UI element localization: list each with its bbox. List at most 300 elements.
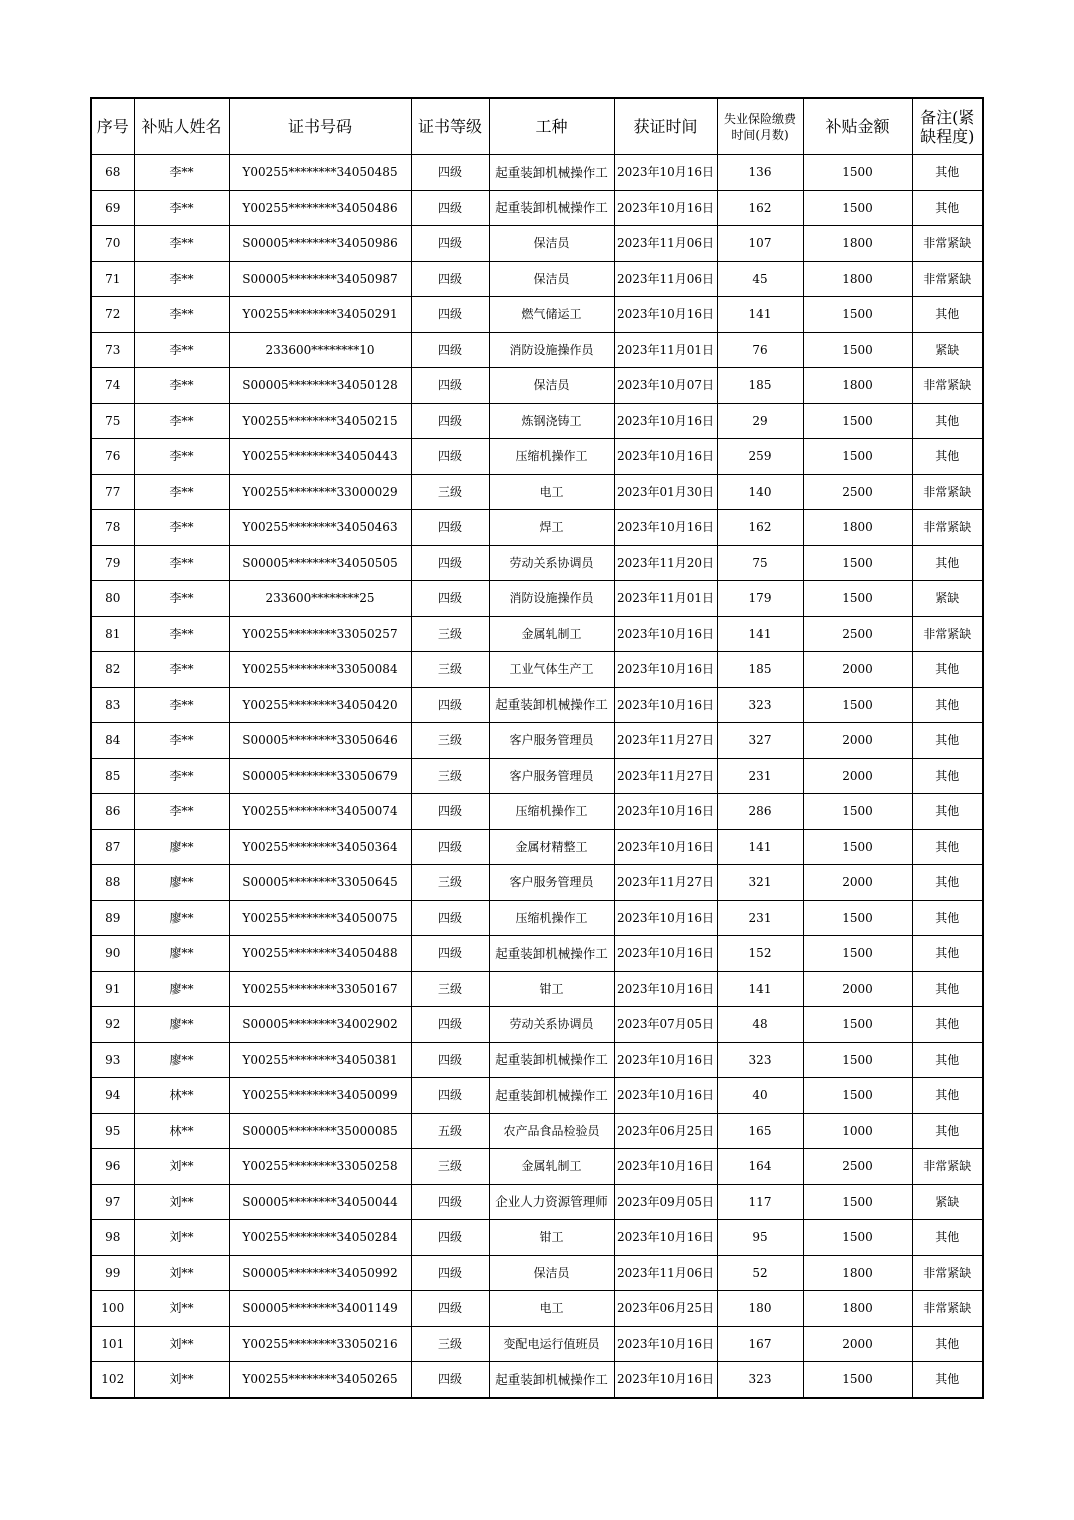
cell-name: 李** — [134, 368, 229, 404]
cell-subsidy-amount: 1500 — [803, 332, 912, 368]
cell-occupation: 劳动关系协调员 — [489, 1007, 614, 1043]
cell-cert-level: 四级 — [411, 510, 489, 546]
table-row — [91, 332, 983, 368]
cell-remark: 其他 — [912, 1362, 983, 1398]
cell-occupation: 起重装卸机械操作工 — [489, 936, 614, 972]
cell-cert-date: 2023年10月16日 — [614, 1078, 717, 1114]
cell-cert-date: 2023年10月16日 — [614, 652, 717, 688]
cell-subsidy-amount: 1500 — [803, 1184, 912, 1220]
cell-remark: 其他 — [912, 190, 983, 226]
cell-name: 李** — [134, 545, 229, 581]
cell-cert-number: Y00255********33050258 — [229, 1149, 411, 1185]
cell-remark: 其他 — [912, 1042, 983, 1078]
cell-insurance-months: 141 — [717, 616, 803, 652]
cell-insurance-months: 136 — [717, 155, 803, 191]
cell-name: 刘** — [134, 1255, 229, 1291]
cell-seq: 88 — [91, 865, 134, 901]
cell-cert-date: 2023年09月05日 — [614, 1184, 717, 1220]
cell-cert-date: 2023年10月16日 — [614, 936, 717, 972]
cell-occupation: 劳动关系协调员 — [489, 545, 614, 581]
table-row — [91, 794, 983, 830]
table-row — [91, 1042, 983, 1078]
cell-subsidy-amount: 1500 — [803, 900, 912, 936]
cell-cert-level: 四级 — [411, 439, 489, 475]
cell-seq: 89 — [91, 900, 134, 936]
cell-cert-number: Y00255********33050084 — [229, 652, 411, 688]
cell-remark: 非常紧缺 — [912, 368, 983, 404]
header-subsidy-amount: 补贴金额 — [803, 98, 912, 155]
cell-cert-number: Y00255********34050074 — [229, 794, 411, 830]
cell-cert-date: 2023年10月16日 — [614, 439, 717, 475]
cell-seq: 84 — [91, 723, 134, 759]
cell-cert-level: 四级 — [411, 297, 489, 333]
cell-subsidy-amount: 1500 — [803, 829, 912, 865]
cell-subsidy-amount: 1500 — [803, 1362, 912, 1398]
cell-occupation: 工业气体生产工 — [489, 652, 614, 688]
cell-occupation: 起重装卸机械操作工 — [489, 190, 614, 226]
cell-occupation: 燃气储运工 — [489, 297, 614, 333]
cell-cert-date: 2023年07月05日 — [614, 1007, 717, 1043]
header-seq: 序号 — [91, 98, 134, 155]
cell-remark: 其他 — [912, 865, 983, 901]
cell-seq: 76 — [91, 439, 134, 475]
cell-subsidy-amount: 1500 — [803, 1007, 912, 1043]
cell-cert-date: 2023年11月20日 — [614, 545, 717, 581]
cell-cert-number: S00005********34050987 — [229, 261, 411, 297]
cell-insurance-months: 40 — [717, 1078, 803, 1114]
cell-remark: 其他 — [912, 1007, 983, 1043]
cell-name: 李** — [134, 794, 229, 830]
cell-cert-level: 四级 — [411, 581, 489, 617]
cell-subsidy-amount: 2000 — [803, 865, 912, 901]
cell-cert-level: 三级 — [411, 1149, 489, 1185]
cell-occupation: 保洁员 — [489, 1255, 614, 1291]
cell-seq: 83 — [91, 687, 134, 723]
cell-occupation: 钳工 — [489, 1220, 614, 1256]
cell-name: 刘** — [134, 1220, 229, 1256]
cell-remark: 其他 — [912, 900, 983, 936]
cell-remark: 非常紧缺 — [912, 261, 983, 297]
cell-cert-date: 2023年10月16日 — [614, 829, 717, 865]
cell-name: 李** — [134, 190, 229, 226]
header-insurance-months: 失业保险缴费时间(月数) — [717, 98, 803, 155]
cell-insurance-months: 141 — [717, 297, 803, 333]
cell-cert-number: Y00255********34050420 — [229, 687, 411, 723]
cell-remark: 非常紧缺 — [912, 226, 983, 262]
cell-cert-date: 2023年10月16日 — [614, 971, 717, 1007]
cell-seq: 75 — [91, 403, 134, 439]
cell-cert-date: 2023年11月06日 — [614, 1255, 717, 1291]
cell-cert-date: 2023年11月06日 — [614, 261, 717, 297]
cell-cert-number: S00005********34050505 — [229, 545, 411, 581]
cell-seq: 90 — [91, 936, 134, 972]
table-row — [91, 297, 983, 333]
cell-subsidy-amount: 1500 — [803, 1220, 912, 1256]
cell-cert-date: 2023年01月30日 — [614, 474, 717, 510]
cell-insurance-months: 323 — [717, 687, 803, 723]
cell-cert-date: 2023年10月16日 — [614, 1149, 717, 1185]
header-row — [91, 98, 983, 155]
cell-remark: 其他 — [912, 758, 983, 794]
cell-cert-level: 三级 — [411, 865, 489, 901]
cell-insurance-months: 75 — [717, 545, 803, 581]
cell-subsidy-amount: 1500 — [803, 687, 912, 723]
cell-remark: 其他 — [912, 723, 983, 759]
cell-seq: 68 — [91, 155, 134, 191]
cell-subsidy-amount: 2500 — [803, 1149, 912, 1185]
cell-cert-number: Y00255********34050463 — [229, 510, 411, 546]
cell-occupation: 金属轧制工 — [489, 616, 614, 652]
header-cert-level: 证书等级 — [411, 98, 489, 155]
cell-name: 廖** — [134, 829, 229, 865]
cell-insurance-months: 117 — [717, 1184, 803, 1220]
cell-name: 廖** — [134, 971, 229, 1007]
cell-name: 李** — [134, 155, 229, 191]
cell-occupation: 电工 — [489, 474, 614, 510]
cell-occupation: 焊工 — [489, 510, 614, 546]
cell-insurance-months: 140 — [717, 474, 803, 510]
cell-insurance-months: 259 — [717, 439, 803, 475]
cell-subsidy-amount: 1800 — [803, 261, 912, 297]
cell-subsidy-amount: 1800 — [803, 368, 912, 404]
cell-cert-level: 三级 — [411, 652, 489, 688]
cell-cert-date: 2023年06月25日 — [614, 1113, 717, 1149]
cell-remark: 其他 — [912, 1113, 983, 1149]
cell-insurance-months: 29 — [717, 403, 803, 439]
cell-cert-number: Y00255********33050167 — [229, 971, 411, 1007]
table-row — [91, 581, 983, 617]
subsidy-table — [90, 97, 984, 1399]
cell-cert-number: S00005********34050044 — [229, 1184, 411, 1220]
cell-insurance-months: 162 — [717, 510, 803, 546]
cell-insurance-months: 45 — [717, 261, 803, 297]
cell-occupation: 保洁员 — [489, 226, 614, 262]
cell-subsidy-amount: 2500 — [803, 474, 912, 510]
cell-insurance-months: 165 — [717, 1113, 803, 1149]
table-row — [91, 226, 983, 262]
cell-occupation: 变配电运行值班员 — [489, 1326, 614, 1362]
cell-cert-date: 2023年11月06日 — [614, 226, 717, 262]
cell-insurance-months: 141 — [717, 829, 803, 865]
cell-insurance-months: 76 — [717, 332, 803, 368]
cell-subsidy-amount: 1500 — [803, 581, 912, 617]
cell-cert-number: Y00255********34050075 — [229, 900, 411, 936]
cell-cert-number: Y00255********34050291 — [229, 297, 411, 333]
cell-cert-level: 三级 — [411, 971, 489, 1007]
cell-insurance-months: 95 — [717, 1220, 803, 1256]
cell-cert-date: 2023年11月27日 — [614, 723, 717, 759]
cell-subsidy-amount: 1800 — [803, 1291, 912, 1327]
cell-cert-level: 四级 — [411, 687, 489, 723]
cell-insurance-months: 231 — [717, 758, 803, 794]
cell-occupation: 钳工 — [489, 971, 614, 1007]
cell-remark: 非常紧缺 — [912, 616, 983, 652]
cell-cert-level: 四级 — [411, 1042, 489, 1078]
cell-insurance-months: 323 — [717, 1362, 803, 1398]
cell-cert-number: S00005********34001149 — [229, 1291, 411, 1327]
cell-occupation: 起重装卸机械操作工 — [489, 687, 614, 723]
cell-seq: 73 — [91, 332, 134, 368]
cell-remark: 其他 — [912, 439, 983, 475]
cell-seq: 78 — [91, 510, 134, 546]
header-remark: 备注(紧缺程度) — [912, 98, 983, 155]
cell-name: 李** — [134, 297, 229, 333]
cell-cert-number: S00005********33050679 — [229, 758, 411, 794]
cell-insurance-months: 327 — [717, 723, 803, 759]
cell-name: 李** — [134, 261, 229, 297]
cell-name: 李** — [134, 474, 229, 510]
cell-remark: 非常紧缺 — [912, 1149, 983, 1185]
cell-occupation: 保洁员 — [489, 261, 614, 297]
cell-insurance-months: 185 — [717, 652, 803, 688]
cell-cert-level: 四级 — [411, 1078, 489, 1114]
cell-cert-date: 2023年10月16日 — [614, 1220, 717, 1256]
cell-cert-date: 2023年10月07日 — [614, 368, 717, 404]
cell-name: 李** — [134, 226, 229, 262]
table-row — [91, 510, 983, 546]
table-row — [91, 900, 983, 936]
cell-name: 李** — [134, 687, 229, 723]
cell-cert-level: 三级 — [411, 616, 489, 652]
table-row — [91, 545, 983, 581]
cell-cert-number: Y00255********34050485 — [229, 155, 411, 191]
cell-seq: 81 — [91, 616, 134, 652]
cell-remark: 其他 — [912, 829, 983, 865]
cell-occupation: 压缩机操作工 — [489, 794, 614, 830]
cell-cert-level: 三级 — [411, 723, 489, 759]
cell-cert-date: 2023年11月27日 — [614, 758, 717, 794]
cell-cert-number: Y00255********34050284 — [229, 1220, 411, 1256]
cell-cert-date: 2023年10月16日 — [614, 403, 717, 439]
cell-cert-number: Y00255********34050215 — [229, 403, 411, 439]
cell-name: 廖** — [134, 1042, 229, 1078]
cell-cert-number: Y00255********34050488 — [229, 936, 411, 972]
cell-insurance-months: 152 — [717, 936, 803, 972]
cell-name: 刘** — [134, 1362, 229, 1398]
cell-cert-date: 2023年10月16日 — [614, 1362, 717, 1398]
cell-seq: 74 — [91, 368, 134, 404]
cell-cert-date: 2023年10月16日 — [614, 687, 717, 723]
cell-occupation: 起重装卸机械操作工 — [489, 1362, 614, 1398]
cell-cert-level: 三级 — [411, 758, 489, 794]
cell-remark: 其他 — [912, 936, 983, 972]
cell-subsidy-amount: 1800 — [803, 1255, 912, 1291]
cell-cert-date: 2023年10月16日 — [614, 616, 717, 652]
cell-occupation: 压缩机操作工 — [489, 900, 614, 936]
table-row — [91, 723, 983, 759]
cell-cert-date: 2023年10月16日 — [614, 297, 717, 333]
cell-remark: 其他 — [912, 545, 983, 581]
cell-occupation: 金属材精整工 — [489, 829, 614, 865]
cell-occupation: 客户服务管理员 — [489, 723, 614, 759]
cell-cert-number: S00005********33050646 — [229, 723, 411, 759]
table-row — [91, 971, 983, 1007]
cell-cert-level: 四级 — [411, 332, 489, 368]
cell-seq: 102 — [91, 1362, 134, 1398]
cell-name: 刘** — [134, 1326, 229, 1362]
table-row — [91, 474, 983, 510]
cell-cert-number: S00005********34050128 — [229, 368, 411, 404]
cell-insurance-months: 48 — [717, 1007, 803, 1043]
cell-remark: 其他 — [912, 794, 983, 830]
cell-cert-number: S00005********34002902 — [229, 1007, 411, 1043]
cell-seq: 100 — [91, 1291, 134, 1327]
table-row — [91, 616, 983, 652]
cell-cert-date: 2023年11月01日 — [614, 332, 717, 368]
cell-cert-level: 四级 — [411, 936, 489, 972]
table-row — [91, 1291, 983, 1327]
cell-insurance-months: 141 — [717, 971, 803, 1007]
cell-subsidy-amount: 1000 — [803, 1113, 912, 1149]
table-row — [91, 687, 983, 723]
cell-seq: 101 — [91, 1326, 134, 1362]
cell-seq: 92 — [91, 1007, 134, 1043]
header-name: 补贴人姓名 — [134, 98, 229, 155]
cell-remark: 紧缺 — [912, 332, 983, 368]
cell-occupation: 炼钢浇铸工 — [489, 403, 614, 439]
cell-insurance-months: 321 — [717, 865, 803, 901]
cell-subsidy-amount: 1500 — [803, 794, 912, 830]
cell-subsidy-amount: 1800 — [803, 510, 912, 546]
cell-occupation: 农产品食品检验员 — [489, 1113, 614, 1149]
cell-cert-date: 2023年10月16日 — [614, 794, 717, 830]
cell-seq: 96 — [91, 1149, 134, 1185]
cell-cert-level: 四级 — [411, 1291, 489, 1327]
table-row — [91, 758, 983, 794]
cell-subsidy-amount: 2000 — [803, 971, 912, 1007]
table-row — [91, 261, 983, 297]
cell-cert-number: Y00255********34050486 — [229, 190, 411, 226]
cell-insurance-months: 52 — [717, 1255, 803, 1291]
cell-cert-number: Y00255********34050265 — [229, 1362, 411, 1398]
table-row — [91, 1220, 983, 1256]
cell-name: 刘** — [134, 1184, 229, 1220]
cell-subsidy-amount: 1500 — [803, 439, 912, 475]
cell-cert-level: 四级 — [411, 368, 489, 404]
table-row — [91, 403, 983, 439]
cell-remark: 其他 — [912, 1078, 983, 1114]
cell-cert-date: 2023年11月27日 — [614, 865, 717, 901]
cell-seq: 95 — [91, 1113, 134, 1149]
cell-cert-level: 四级 — [411, 403, 489, 439]
cell-cert-level: 四级 — [411, 900, 489, 936]
cell-name: 廖** — [134, 1007, 229, 1043]
cell-cert-level: 四级 — [411, 1184, 489, 1220]
table-row — [91, 439, 983, 475]
cell-cert-number: Y00255********34050099 — [229, 1078, 411, 1114]
table-row — [91, 652, 983, 688]
cell-cert-number: Y00255********34050364 — [229, 829, 411, 865]
cell-subsidy-amount: 2000 — [803, 723, 912, 759]
cell-name: 李** — [134, 723, 229, 759]
cell-remark: 紧缺 — [912, 581, 983, 617]
cell-seq: 93 — [91, 1042, 134, 1078]
cell-remark: 紧缺 — [912, 1184, 983, 1220]
cell-insurance-months: 164 — [717, 1149, 803, 1185]
cell-name: 廖** — [134, 900, 229, 936]
cell-name: 李** — [134, 758, 229, 794]
cell-occupation: 起重装卸机械操作工 — [489, 1078, 614, 1114]
cell-cert-date: 2023年10月16日 — [614, 190, 717, 226]
cell-subsidy-amount: 2000 — [803, 758, 912, 794]
cell-occupation: 电工 — [489, 1291, 614, 1327]
table-row — [91, 1007, 983, 1043]
cell-occupation: 企业人力资源管理师 — [489, 1184, 614, 1220]
cell-cert-date: 2023年10月16日 — [614, 510, 717, 546]
cell-seq: 98 — [91, 1220, 134, 1256]
cell-occupation: 消防设施操作员 — [489, 332, 614, 368]
cell-name: 李** — [134, 439, 229, 475]
cell-occupation: 起重装卸机械操作工 — [489, 155, 614, 191]
table-row — [91, 936, 983, 972]
cell-cert-date: 2023年10月16日 — [614, 155, 717, 191]
cell-seq: 87 — [91, 829, 134, 865]
cell-cert-level: 四级 — [411, 1255, 489, 1291]
cell-insurance-months: 323 — [717, 1042, 803, 1078]
cell-subsidy-amount: 1800 — [803, 226, 912, 262]
cell-cert-level: 四级 — [411, 261, 489, 297]
table-row — [91, 1149, 983, 1185]
cell-insurance-months: 286 — [717, 794, 803, 830]
cell-cert-number: S00005********34050992 — [229, 1255, 411, 1291]
table-row — [91, 865, 983, 901]
cell-cert-date: 2023年10月16日 — [614, 1326, 717, 1362]
cell-remark: 非常紧缺 — [912, 1255, 983, 1291]
cell-name: 刘** — [134, 1291, 229, 1327]
cell-remark: 其他 — [912, 971, 983, 1007]
cell-subsidy-amount: 1500 — [803, 1042, 912, 1078]
cell-occupation: 保洁员 — [489, 368, 614, 404]
table-row — [91, 368, 983, 404]
cell-seq: 94 — [91, 1078, 134, 1114]
cell-seq: 79 — [91, 545, 134, 581]
cell-seq: 99 — [91, 1255, 134, 1291]
cell-cert-level: 四级 — [411, 545, 489, 581]
table-row — [91, 1078, 983, 1114]
cell-subsidy-amount: 1500 — [803, 155, 912, 191]
table-row — [91, 829, 983, 865]
cell-insurance-months: 185 — [717, 368, 803, 404]
cell-cert-number: S00005********33050645 — [229, 865, 411, 901]
cell-subsidy-amount: 1500 — [803, 1078, 912, 1114]
cell-subsidy-amount: 2500 — [803, 616, 912, 652]
cell-cert-level: 三级 — [411, 474, 489, 510]
cell-remark: 非常紧缺 — [912, 474, 983, 510]
cell-remark: 其他 — [912, 687, 983, 723]
cell-seq: 82 — [91, 652, 134, 688]
cell-cert-number: Y00255********33050257 — [229, 616, 411, 652]
table-row — [91, 1255, 983, 1291]
cell-insurance-months: 162 — [717, 190, 803, 226]
cell-insurance-months: 107 — [717, 226, 803, 262]
cell-insurance-months: 180 — [717, 1291, 803, 1327]
cell-insurance-months: 231 — [717, 900, 803, 936]
header-occupation: 工种 — [489, 98, 614, 155]
cell-cert-number: Y00255********33050216 — [229, 1326, 411, 1362]
cell-cert-number: 233600********25 — [229, 581, 411, 617]
cell-name: 刘** — [134, 1149, 229, 1185]
cell-subsidy-amount: 2000 — [803, 1326, 912, 1362]
cell-cert-level: 四级 — [411, 226, 489, 262]
cell-seq: 97 — [91, 1184, 134, 1220]
cell-cert-level: 四级 — [411, 794, 489, 830]
cell-remark: 其他 — [912, 403, 983, 439]
cell-insurance-months: 167 — [717, 1326, 803, 1362]
table-row — [91, 155, 983, 191]
cell-insurance-months: 179 — [717, 581, 803, 617]
cell-name: 李** — [134, 581, 229, 617]
cell-remark: 其他 — [912, 155, 983, 191]
